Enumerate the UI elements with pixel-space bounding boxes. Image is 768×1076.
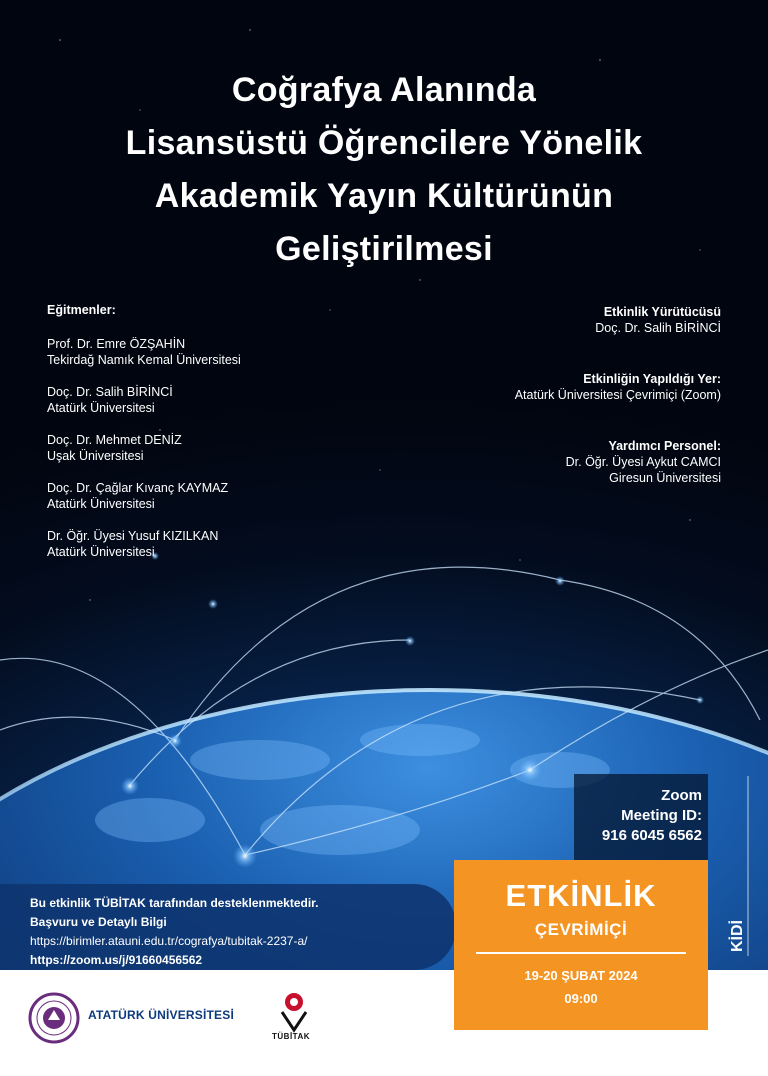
title-line-4: Geliştirilmesi xyxy=(275,230,493,268)
title-line-1: Coğrafya Alanında xyxy=(231,71,537,109)
staff-name: Dr. Öğr. Üyesi Aykut CAMCI xyxy=(565,455,721,469)
ataturk-university-seal-icon xyxy=(28,992,80,1044)
executor-group xyxy=(401,304,721,336)
meeting-id-label: Meeting ID: xyxy=(621,807,702,824)
venue-value: Atatürk Üniversitesi Çevrimiçi (Zoom) xyxy=(514,388,721,402)
event-details xyxy=(401,304,721,521)
staff-group xyxy=(401,438,721,486)
event-mode: ÇEVRİMİÇİ xyxy=(534,920,628,939)
info-box xyxy=(0,884,456,970)
instructor-institution: Atatürk Üniversitesi xyxy=(47,401,155,415)
poster-title xyxy=(0,64,768,276)
kidi-logo-icon xyxy=(714,776,754,956)
instructor-institution: Atatürk Üniversitesi xyxy=(47,545,155,559)
instructor-item xyxy=(47,336,241,368)
executor-name: Doç. Dr. Salih BİRİNCİ xyxy=(595,321,721,335)
zoom-label: Zoom xyxy=(661,787,702,804)
venue-header: Etkinliğin Yapıldığı Yer: xyxy=(583,372,721,386)
instructor-name: Dr. Öğr. Üyesi Yusuf KIZILKAN xyxy=(47,529,219,543)
staff-institution: Giresun Üniversitesi xyxy=(609,471,721,485)
instructor-name: Doç. Dr. Mehmet DENİZ xyxy=(47,433,182,447)
apply-link[interactable]: https://birimler.atauni.edu.tr/cografya/tubitak-2237-a/ xyxy=(30,934,308,948)
instructor-item xyxy=(47,432,241,464)
kidi-text: KİDİ xyxy=(729,920,746,952)
title-line-2: Lisansüstü Öğrencilere Yönelik xyxy=(125,124,643,162)
ataturk-university-name: ATATÜRK ÜNİVERSİTESİ xyxy=(88,1008,235,1022)
instructor-institution: Atatürk Üniversitesi xyxy=(47,497,155,511)
venue-group xyxy=(401,371,721,403)
title-line-3: Akademik Yayın Kültürünün xyxy=(154,177,614,215)
tubitak-name: TÜBİTAK xyxy=(272,1032,311,1041)
instructor-name: Doç. Dr. Salih BİRİNCİ xyxy=(47,385,173,399)
event-time: 09:00 xyxy=(564,991,598,1006)
event-divider xyxy=(476,952,686,954)
event-label: ETKİNLİK xyxy=(505,878,657,913)
zoom-meeting-box xyxy=(574,774,708,862)
instructors-header: Eğitmenler: xyxy=(47,303,116,317)
executor-header: Etkinlik Yürütücüsü xyxy=(603,305,721,319)
event-date: 19-20 ŞUBAT 2024 xyxy=(524,968,638,983)
instructor-institution: Uşak Üniversitesi xyxy=(47,449,144,463)
instructor-item xyxy=(47,480,241,512)
event-badge xyxy=(454,860,708,1030)
apply-label: Başvuru ve Detaylı Bilgi xyxy=(30,915,167,929)
meeting-id: 916 6045 6562 xyxy=(601,827,702,844)
instructor-institution: Tekirdağ Namık Kemal Üniversitesi xyxy=(47,353,241,367)
staff-header: Yardımcı Personel: xyxy=(608,439,721,453)
instructors-list xyxy=(47,302,241,576)
instructor-name: Prof. Dr. Emre ÖZŞAHİN xyxy=(47,337,186,351)
support-text: Bu etkinlik TÜBİTAK tarafından desteklenmektedir. xyxy=(30,896,319,910)
instructor-item xyxy=(47,528,241,560)
instructor-name: Doç. Dr. Çağlar Kıvanç KAYMAZ xyxy=(47,481,229,495)
instructor-item xyxy=(47,384,241,416)
zoom-link[interactable]: https://zoom.us/j/91660456562 xyxy=(30,953,203,967)
